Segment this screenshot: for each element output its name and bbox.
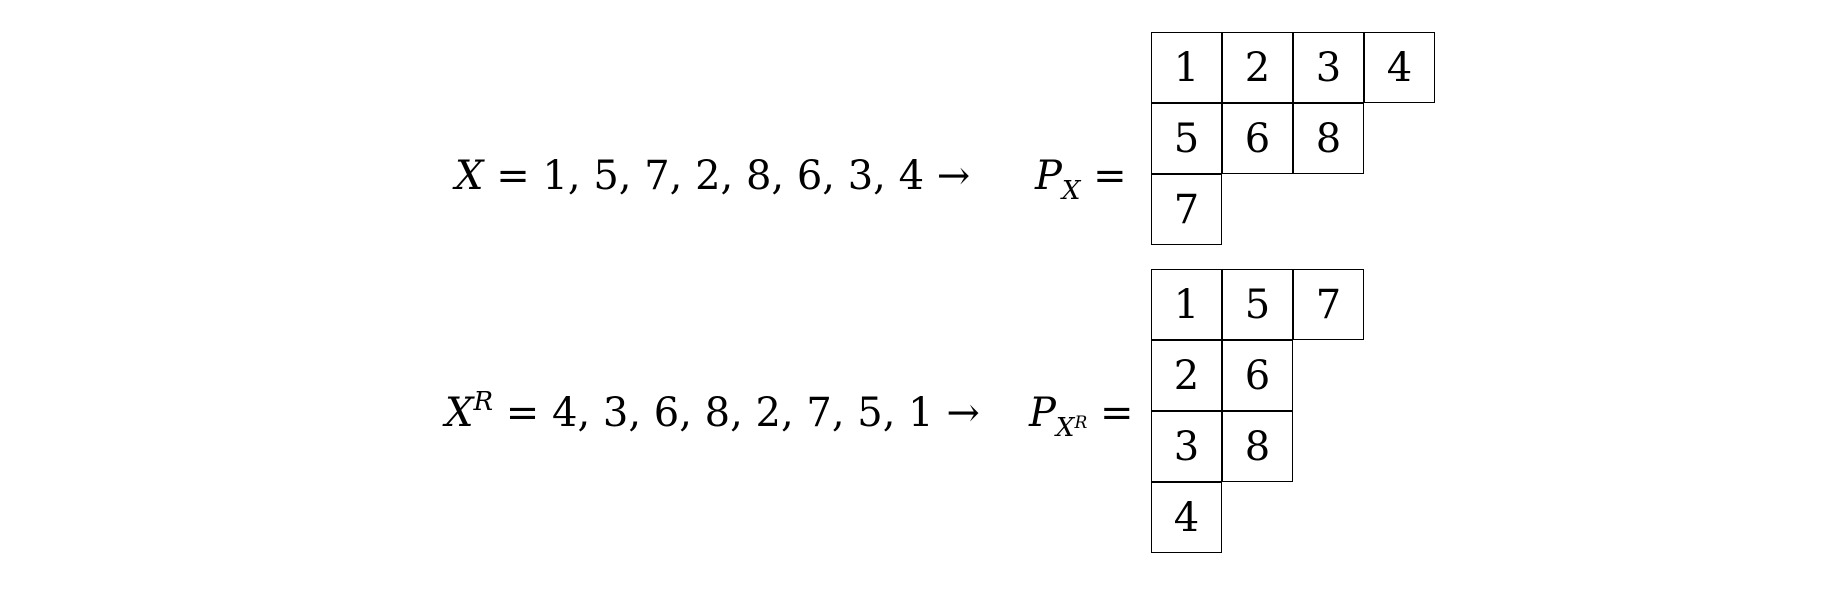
row1-arrow: →: [924, 153, 971, 199]
row1-sequence-equation: [455, 153, 971, 199]
row2-tableau-cell-r1-c3: 7: [1293, 269, 1364, 340]
row2-sequence: 4, 3, 6, 8, 2, 7, 5, 1: [552, 390, 934, 436]
row2-equals: =: [493, 390, 553, 436]
row2-p-subscript-x: X: [1055, 413, 1075, 443]
row2-tableau-cell-r3-c1: 3: [1151, 411, 1222, 482]
row1-tableau-cell-r1-c4: 4: [1364, 32, 1435, 103]
row1-tableau-cell-r2-c1: 5: [1151, 103, 1222, 174]
row2-tableau-cell-r1-c1: 1: [1151, 269, 1222, 340]
row2-tableau-cell-r3-c2: 8: [1222, 411, 1293, 482]
row1-tableau-cell-r1-c2: 2: [1222, 32, 1293, 103]
row1-tableau-cell-r1-c3: 3: [1293, 32, 1364, 103]
row1-tableau-cell-r3-c1: 7: [1151, 174, 1222, 245]
row2-tableau-label: [1029, 390, 1134, 443]
row2-tableau-cell-r2-c1: 2: [1151, 340, 1222, 411]
row2-sequence-equation: [445, 387, 980, 436]
row1-tableau-cell-r1-c1: 1: [1151, 32, 1222, 103]
row2-tableau-cell-r1-c2: 5: [1222, 269, 1293, 340]
row2-tableau-cell-r4-c1: 4: [1151, 482, 1222, 553]
row1-label-equals: =: [1080, 153, 1127, 199]
row1-var-x: X: [455, 153, 484, 199]
row2-var-superscript: R: [473, 387, 494, 417]
row1-tableau-cell-r2-c2: 6: [1222, 103, 1293, 174]
row1-sequence: 1, 5, 7, 2, 8, 6, 3, 4: [542, 153, 925, 199]
row1-equals: =: [483, 153, 543, 199]
row1-p: P: [1035, 153, 1062, 199]
row2-label-equals: =: [1087, 390, 1134, 436]
row2-p-subscript-superscript: R: [1074, 413, 1088, 433]
row1-tableau-label: [1035, 153, 1127, 206]
row2-p-subscript: [1056, 413, 1087, 443]
row2-arrow: →: [933, 390, 980, 436]
row1-tableau-cell-r2-c3: 8: [1293, 103, 1364, 174]
row2-tableau-cell-r2-c2: 6: [1222, 340, 1293, 411]
row1-p-subscript: X: [1061, 176, 1081, 206]
row2-var-x: X: [445, 390, 474, 436]
row2-p: P: [1029, 390, 1056, 436]
